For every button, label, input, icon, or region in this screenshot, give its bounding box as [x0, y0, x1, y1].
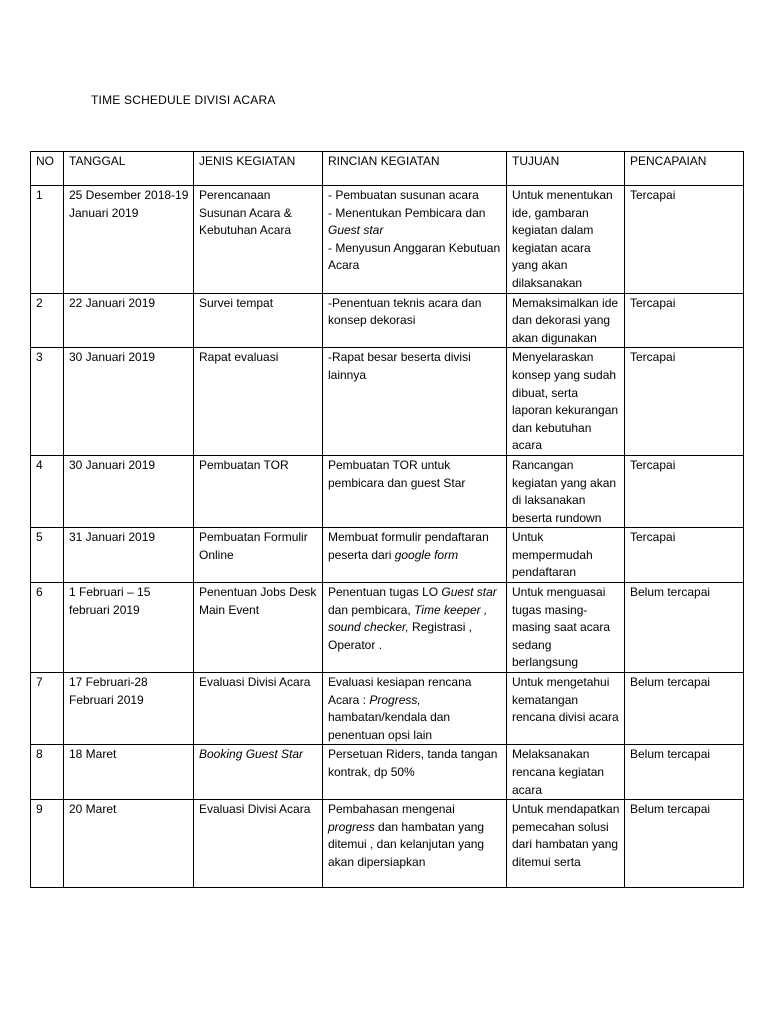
- cell-no: [31, 293, 64, 348]
- cell-pencapaian: [625, 348, 744, 456]
- rincian-text: -Rapat besar beserta divisi lainnya: [328, 350, 471, 382]
- cell-pencapaian: [625, 800, 744, 888]
- rincian-text: hambatan/kendala dan penentuan opsi lain: [328, 710, 451, 742]
- cell-no: [31, 583, 64, 673]
- cell-rincian-kegiatan: [323, 745, 507, 800]
- header-rincian-kegiatan: RINCIAN KEGIATAN: [323, 152, 507, 186]
- cell-tanggal-text: 18 Maret: [69, 747, 117, 762]
- cell-pencapaian-text: Belum tercapai: [630, 585, 711, 600]
- rincian-line: [328, 222, 502, 240]
- table-row: [31, 293, 744, 348]
- cell-jenis-kegiatan: [194, 186, 323, 294]
- cell-no-text: 2: [36, 295, 43, 310]
- cell-pencapaian-text: Tercapai: [630, 188, 676, 202]
- cell-jenis-kegiatan-text: Booking Guest Star: [199, 747, 304, 762]
- cell-no: [31, 348, 64, 456]
- table-row: [31, 800, 744, 888]
- cell-rincian-kegiatan: [323, 528, 507, 583]
- cell-pencapaian-text: Belum tercapai: [630, 675, 711, 690]
- cell-tanggal: [64, 583, 194, 673]
- cell-rincian-kegiatan: [323, 186, 507, 294]
- table-header-row: [31, 152, 744, 186]
- cell-tanggal-text: 1 Februari – 15 februari 2019: [69, 585, 151, 617]
- rincian-line: [328, 205, 502, 223]
- cell-rincian-kegiatan: [323, 583, 507, 673]
- cell-tanggal-text: 22 Januari 2019: [69, 295, 156, 310]
- header-no: NO: [31, 152, 64, 186]
- table-row: [31, 673, 744, 745]
- cell-rincian-kegiatan: [323, 673, 507, 745]
- cell-tujuan-text: Untuk mempermudah pendaftaran: [512, 530, 593, 580]
- cell-pencapaian: [625, 528, 744, 583]
- cell-pencapaian: [625, 673, 744, 745]
- cell-tujuan: [507, 293, 625, 348]
- cell-tujuan-text: Untuk mendapatkan pemecahan solusi dari hambatan yang ditemui serta: [512, 802, 620, 869]
- rincian-line: [328, 674, 502, 744]
- cell-jenis-kegiatan: [194, 293, 323, 348]
- rincian-text: - Menentukan Pembicara dan: [328, 205, 486, 220]
- cell-jenis-kegiatan: [194, 583, 323, 673]
- cell-pencapaian: [625, 583, 744, 673]
- cell-jenis-kegiatan-text: Pembuatan Formulir Online: [199, 530, 308, 562]
- cell-tujuan: [507, 455, 625, 527]
- cell-tujuan: [507, 745, 625, 800]
- cell-jenis-kegiatan-text: Penentuan Jobs Desk Main Event: [199, 585, 317, 617]
- cell-tanggal-text: 25 Desember 2018-19 Januari 2019: [69, 188, 189, 220]
- cell-pencapaian-text: Belum tercapai: [630, 802, 711, 817]
- rincian-text: Pembuatan TOR untuk pembicara dan guest Star: [328, 457, 466, 490]
- tujuan-clip: [512, 801, 620, 871]
- cell-jenis-kegiatan-text: Perencanaan Susunan Acara & Kebutuhan Acara: [199, 188, 292, 238]
- header-pencapaian: PENCAPAIAN: [625, 152, 744, 186]
- table-row: [31, 745, 744, 800]
- cell-rincian-kegiatan: [323, 455, 507, 527]
- header-tujuan: TUJUAN: [507, 152, 625, 186]
- cell-pencapaian-text: Tercapai: [630, 530, 676, 545]
- schedule-table: [30, 151, 744, 888]
- cell-jenis-kegiatan: [194, 745, 323, 800]
- cell-tanggal-text: 20 Maret: [69, 802, 117, 817]
- rincian-line: [328, 801, 502, 871]
- cell-pencapaian-text: Tercapai: [630, 457, 676, 472]
- cell-jenis-kegiatan: [194, 455, 323, 527]
- cell-tujuan-text: Menyelaraskan konsep yang sudah dibuat, serta laporan kekurangan dan kebutuhan acara: [512, 350, 619, 453]
- cell-tanggal: [64, 186, 194, 294]
- cell-tujuan-text: Untuk menentukan ide, gambaran kegiatan dalam kegiatan acara yang akan dilaksanakan: [512, 188, 613, 290]
- rincian-text: - Menyusun Anggaran Kebutuan Acara: [328, 240, 501, 273]
- cell-no-text: 5: [36, 530, 43, 545]
- rincian-line: [328, 349, 502, 384]
- cell-tujuan: [507, 800, 625, 888]
- cell-tujuan-text: Untuk menguasai tugas masing-masing saat acara sedang berlangsung: [512, 585, 611, 670]
- cell-no-text: 3: [36, 350, 43, 365]
- cell-tujuan: [507, 348, 625, 456]
- rincian-text: dan hambatan yang ditemui , dan kelanjutan yang akan dipersiapkan: [328, 819, 485, 869]
- page-title: TIME SCHEDULE DIVISI ACARA: [91, 93, 276, 107]
- cell-tujuan: [507, 186, 625, 294]
- cell-pencapaian-text: Belum tercapai: [630, 747, 711, 762]
- cell-tanggal-text: 31 Januari 2019: [69, 530, 156, 545]
- cell-jenis-kegiatan-text: Rapat evaluasi: [199, 350, 279, 365]
- cell-no-text: 9: [36, 802, 43, 817]
- rincian-text: dan pembicara,: [328, 602, 415, 617]
- rincian-italic-text: Progress,: [369, 692, 421, 707]
- cell-no: [31, 455, 64, 527]
- cell-no-text: 4: [36, 457, 43, 472]
- cell-pencapaian-text: Tercapai: [630, 295, 676, 310]
- cell-tujuan-text: Memaksimalkan ide dan dekorasi yang akan digunakan: [512, 295, 619, 345]
- cell-tanggal-text: 30 Januari 2019: [69, 457, 156, 472]
- cell-no-text: 7: [36, 675, 43, 690]
- cell-tujuan-text: Untuk mengetahui kematangan rencana divisi acara: [512, 675, 619, 725]
- rincian-text: Registrasi , Operator .: [328, 620, 473, 652]
- cell-no-text: 8: [36, 747, 43, 762]
- table-body: [31, 186, 744, 888]
- rincian-text: - Pembuatan susunan acara: [328, 188, 479, 202]
- table-row: [31, 186, 744, 294]
- cell-jenis-kegiatan: [194, 528, 323, 583]
- header-jenis-kegiatan: JENIS KEGIATAN: [194, 152, 323, 186]
- rincian-line: [328, 746, 502, 781]
- rincian-line: [328, 240, 502, 275]
- cell-rincian-kegiatan: [323, 348, 507, 456]
- rincian-text: -Penentuan teknis acara dan konsep dekorasi: [328, 295, 482, 328]
- cell-tujuan-text: Rancangan kegiatan yang akan di laksanakan beserta rundown: [512, 457, 617, 525]
- cell-tanggal-text: 17 Februari-28 Februari 2019: [69, 675, 148, 707]
- cell-pencapaian-text: Tercapai: [630, 350, 676, 365]
- cell-jenis-kegiatan: [194, 800, 323, 888]
- cell-tujuan: [507, 673, 625, 745]
- cell-tanggal: [64, 800, 194, 888]
- rincian-italic-text: progress: [328, 819, 375, 834]
- cell-no: [31, 673, 64, 745]
- cell-pencapaian: [625, 745, 744, 800]
- table-row: [31, 348, 744, 456]
- cell-jenis-kegiatan-text: Pembuatan TOR: [199, 457, 289, 472]
- cell-rincian-kegiatan: [323, 800, 507, 888]
- cell-jenis-kegiatan: [194, 673, 323, 745]
- cell-pencapaian: [625, 186, 744, 294]
- cell-pencapaian: [625, 293, 744, 348]
- cell-tujuan: [507, 583, 625, 673]
- cell-tanggal: [64, 673, 194, 745]
- rincian-line: [328, 584, 502, 654]
- rincian-italic-text: Guest star: [441, 585, 497, 600]
- cell-tanggal: [64, 745, 194, 800]
- cell-no: [31, 745, 64, 800]
- rincian-italic-text: google form: [394, 547, 459, 562]
- cell-tanggal: [64, 293, 194, 348]
- cell-tanggal: [64, 348, 194, 456]
- rincian-text: Penentuan tugas LO: [328, 585, 442, 600]
- cell-jenis-kegiatan: [194, 348, 323, 456]
- table-row: [31, 455, 744, 527]
- cell-tanggal: [64, 455, 194, 527]
- cell-rincian-kegiatan: [323, 293, 507, 348]
- rincian-text: Persetuan Riders, tanda tangan kontrak, dp 50%: [328, 747, 498, 779]
- cell-no: [31, 800, 64, 888]
- cell-no: [31, 528, 64, 583]
- rincian-line: [328, 457, 502, 492]
- cell-jenis-kegiatan-text: Survei tempat: [199, 295, 274, 310]
- rincian-line: [328, 529, 502, 564]
- header-tanggal: TANGGAL: [64, 152, 194, 186]
- cell-jenis-kegiatan-text: Evaluasi Divisi Acara: [199, 802, 311, 817]
- cell-no-text: 6: [36, 585, 43, 600]
- cell-jenis-kegiatan-text: Evaluasi Divisi Acara: [199, 675, 311, 690]
- cell-no: [31, 186, 64, 294]
- cell-tanggal: [64, 528, 194, 583]
- table-row: [31, 528, 744, 583]
- rincian-text: Membuat formulir pendaftaran peserta dari: [328, 530, 489, 562]
- cell-tujuan-text: Melaksanakan rencana kegiatan acara: [512, 747, 605, 797]
- rincian-italic-text: Guest star: [328, 223, 384, 238]
- table-row: [31, 583, 744, 673]
- rincian-line: [328, 187, 502, 205]
- cell-pencapaian: [625, 455, 744, 527]
- rincian-text: Pembahasan mengenai: [328, 802, 455, 817]
- cell-no-text: 1: [36, 188, 43, 202]
- rincian-line: [328, 295, 502, 330]
- cell-tujuan: [507, 528, 625, 583]
- rincian-italic-text: Time keeper , sound checker,: [328, 602, 488, 635]
- cell-tanggal-text: 30 Januari 2019: [69, 350, 156, 365]
- rincian-text: Evaluasi kesiapan rencana Acara :: [328, 675, 472, 707]
